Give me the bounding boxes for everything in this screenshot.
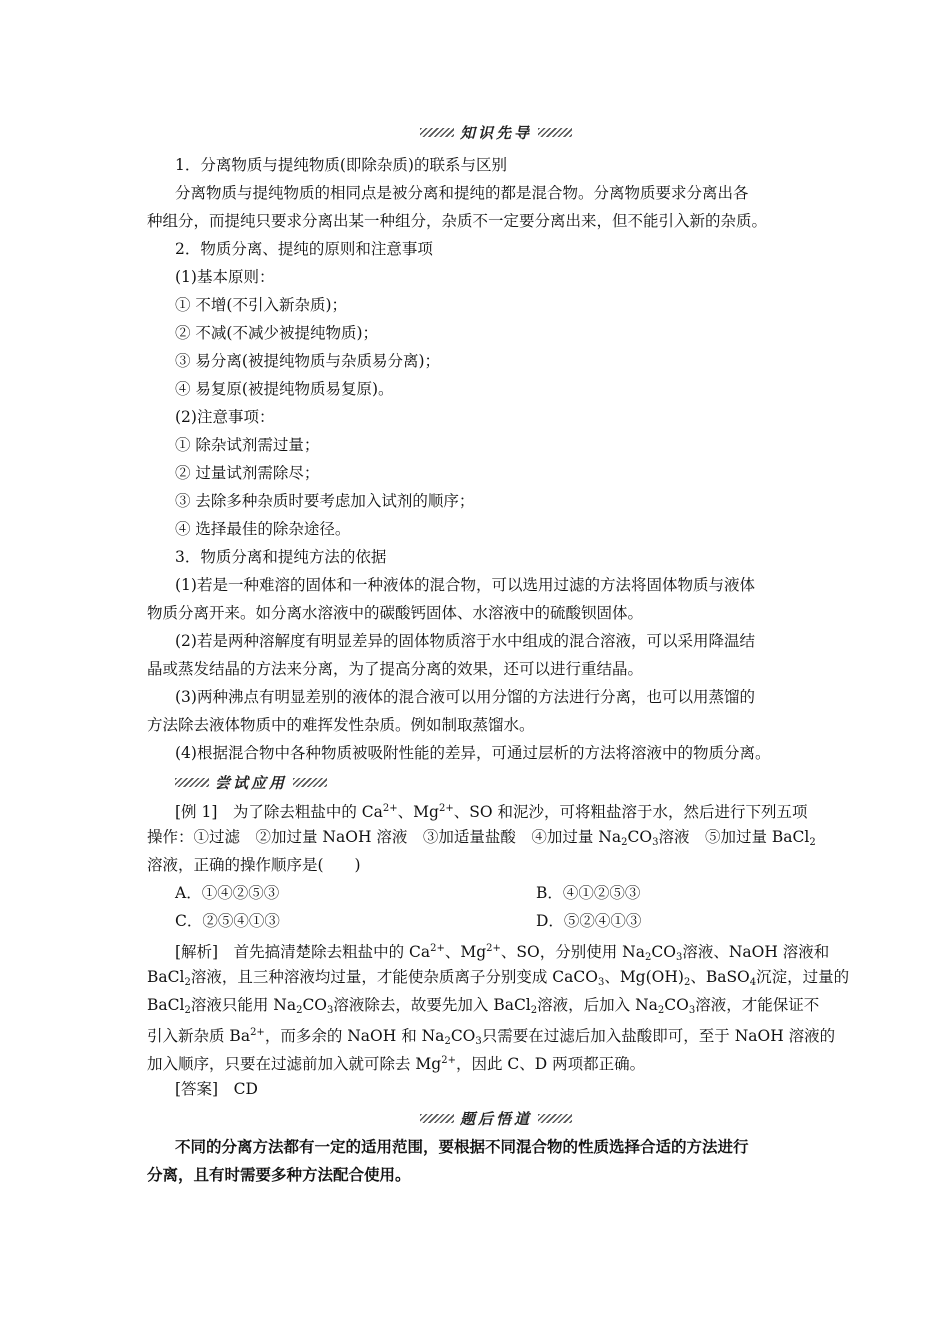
text: 加入顺序，只要在过滤前加入就可除去 Mg: [147, 1055, 442, 1073]
text: 、BaSO: [690, 968, 750, 986]
charge: 2+: [382, 803, 398, 814]
list-item: ② 过量试剂需除尽；: [175, 464, 320, 482]
text: 溶液，后加入 Na: [537, 996, 658, 1014]
section-banner-try: [175, 771, 327, 793]
subscript: 3: [652, 837, 659, 848]
text: 、SO 和泥沙，可将粗盐溶于水，然后进行下列五项: [453, 803, 808, 821]
paragraph: (1)若是一种难溶的固体和一种液体的混合物，可以选用过滤的方法将固体物质与液体: [175, 576, 755, 594]
text: 、Mg(OH): [604, 968, 684, 986]
example-line: [147, 827, 816, 853]
example-line: [175, 799, 807, 822]
section-title: 知识先导: [460, 123, 533, 142]
subscript: 3: [688, 1005, 696, 1016]
option-c: C．②⑤④①③: [175, 912, 280, 930]
paragraph: 物质分离开来。如分离水溶液中的碳酸钙固体、水溶液中的硫酸钡固体。: [147, 604, 644, 622]
subscript: 2: [809, 837, 816, 848]
text: 引入新杂质 Ba: [147, 1027, 251, 1045]
charge: 2+: [438, 803, 454, 814]
summary-line: 分离，且有时需要多种方法配合使用。: [147, 1166, 411, 1184]
subscript: 2: [530, 1005, 538, 1016]
analysis-line: [175, 939, 829, 968]
text: CO: [627, 828, 653, 846]
text: 只需要在过滤后加入盐酸即可，至于 NaOH 溶液的: [481, 1027, 836, 1045]
section-title: 题后悟道: [460, 1109, 533, 1128]
charge: 2+: [430, 943, 445, 954]
list-item: ③ 易分离(被提纯物质与杂质易分离)；: [175, 352, 441, 370]
subscript: 2: [184, 1005, 191, 1016]
section-banner-intro: [420, 121, 572, 143]
text: [例 1] 为了除去粗盐中的 Ca: [175, 803, 383, 821]
section-title: 尝试应用: [215, 773, 288, 792]
heading-2: 2．物质分离、提纯的原则和注意事项: [175, 240, 433, 258]
charge: 2+: [486, 943, 501, 954]
text: ，因此 C、D 两项都正确。: [455, 1055, 646, 1073]
text: 溶液 ⑤加过量 BaCl: [658, 828, 810, 846]
subscript: 2: [184, 977, 191, 988]
text: CO: [651, 943, 676, 961]
paragraph: 晶或蒸发结晶的方法来分离，为了提高分离的效果，还可以进行重结晶。: [147, 660, 644, 678]
subscript: 3: [327, 1005, 334, 1016]
hatch-decoration: [538, 1114, 572, 1123]
text: 溶液、NaOH 溶液和: [682, 943, 830, 961]
hatch-decoration: [293, 778, 327, 787]
section-banner-post: [420, 1107, 572, 1129]
text: 、Mg: [397, 803, 439, 821]
paragraph: (3)两种沸点有明显差别的液体的混合液可以用分馏的方法进行分离，也可以用蒸馏的: [175, 688, 755, 706]
hatch-decoration: [538, 128, 572, 137]
text: 操作：①过滤 ②加过量 NaOH 溶液 ③加适量盐酸 ④加过量 Na: [147, 828, 622, 846]
text: 沉淀，过量的: [756, 968, 850, 986]
answer-line: [答案] CD: [175, 1080, 258, 1098]
option-b: B．④①②⑤③: [536, 884, 641, 902]
analysis-line: [147, 967, 849, 993]
text: 、Mg: [444, 943, 487, 961]
paragraph: 种组分，而提纯只要求分离出某一种组分，杂质不一定要分离出来，但不能引入新的杂质。: [147, 212, 768, 230]
hatch-decoration: [420, 128, 454, 137]
text: ，而多余的 NaOH 和 Na: [264, 1027, 445, 1045]
example-line: 溶液，正确的操作顺序是( ): [147, 856, 361, 874]
text: CO: [664, 996, 689, 1014]
list-item: ② 不减(不减少被提纯物质)；: [175, 324, 379, 342]
heading-3: 3．物质分离和提纯方法的依据: [175, 548, 387, 566]
option-d: D．⑤②④①③: [536, 912, 642, 930]
paragraph: (4)根据混合物中各种物质被吸附性能的差异，可通过层析的方法将溶液中的物质分离。: [175, 744, 771, 762]
subheading: (1)基本原则：: [175, 268, 275, 286]
subscript: 3: [597, 977, 605, 988]
text: BaCl: [147, 996, 185, 1014]
paragraph: 分离物质与提纯物质的相同点是被分离和提纯的都是混合物。分离物质要求分离出各: [175, 184, 749, 202]
hatch-decoration: [175, 778, 209, 787]
list-item: ③ 去除多种杂质时要考虑加入试剂的顺序；: [175, 492, 475, 510]
list-item: ④ 易复原(被提纯物质易复原)。: [175, 380, 394, 398]
subscript: 3: [475, 1036, 482, 1047]
charge: 2+: [441, 1055, 456, 1066]
text: 溶液，才能保证不: [695, 996, 820, 1014]
text: CO: [302, 996, 328, 1014]
paragraph: 方法除去液体物质中的难挥发性杂质。例如制取蒸馏水。: [147, 716, 535, 734]
list-item: ① 不增(不引入新杂质)；: [175, 296, 348, 314]
charge: 2+: [250, 1027, 265, 1038]
subscript: 2: [644, 952, 652, 963]
hatch-decoration: [420, 1114, 454, 1123]
text: 溶液只能用 Na: [190, 996, 297, 1014]
text: 溶液，且三种溶液均过量，才能使杂质离子分别变成 CaCO: [190, 968, 598, 986]
text: 溶液除去，故要先加入 BaCl: [333, 996, 531, 1014]
subscript: 2: [444, 1036, 451, 1047]
subscript: 4: [749, 977, 757, 988]
paragraph: (2)若是两种溶解度有明显差异的固体物质溶于水中组成的混合溶液，可以采用降温结: [175, 632, 755, 650]
subscript: 2: [296, 1005, 303, 1016]
summary-line: 不同的分离方法都有一定的适用范围，要根据不同混合物的性质选择合适的方法进行: [175, 1138, 749, 1156]
text: 、SO，分别使用 Na: [500, 943, 645, 961]
list-item: ① 除杂试剂需过量；: [175, 436, 320, 454]
list-item: ④ 选择最佳的除杂途径。: [175, 520, 351, 538]
analysis-line: [147, 1051, 645, 1074]
text: BaCl: [147, 968, 185, 986]
heading-1: 1．分离物质与提纯物质(即除杂质)的联系与区别: [175, 156, 507, 174]
text: [解析] 首先搞清楚除去粗盐中的 Ca: [175, 943, 431, 961]
analysis-line: [147, 995, 819, 1021]
subscript: 2: [683, 977, 691, 988]
subscript: 2: [621, 837, 628, 848]
subscript: 2: [657, 1005, 665, 1016]
text: CO: [450, 1027, 476, 1045]
subheading: (2)注意事项：: [175, 408, 275, 426]
analysis-line: [147, 1023, 835, 1052]
subscript: 3: [675, 952, 683, 963]
option-a: A．①④②⑤③: [175, 884, 280, 902]
